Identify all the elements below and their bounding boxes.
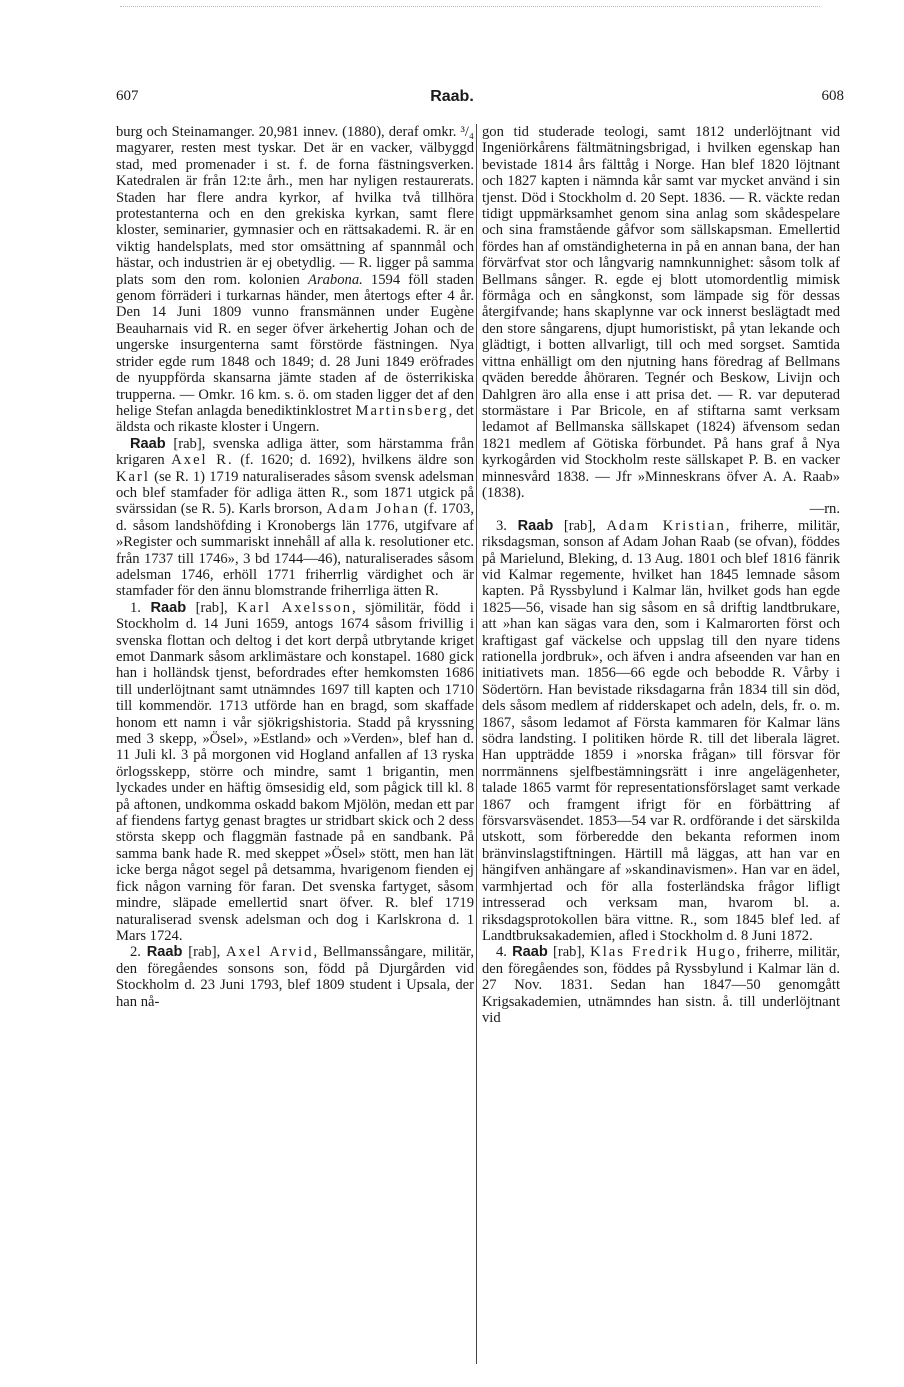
paragraph-entry-2: 2. Raab [rab], Axel Arvid, Bellmanssångare, militär, den föregåendes sonsons son, född på Djurgården vid Stockholm d. 23 Juni 1793, blef 1809 student i Upsala, der han nå- (116, 944, 474, 1010)
left-column (116, 124, 474, 1010)
right-column (482, 124, 840, 1026)
paragraph-entry-2-continued: gon tid studerade teologi, samt 1812 underlöjtnant vid Ingeniörkårens fältmätningsbrigad, i hvilken egenskap han bevistade 1814 års fälttåg i Norge. Han blef 1820 löjtnant och 1827 kapten i nämnda kår samt var mycket använd i sin tjenst. Död i Stockholm d. 20 Sept. 1836. — R. väckte redan tidigt uppmärksamhet genom sina anlag som skådespelare och sina framstående gåfvor som sällskapsman. Emellertid fördes han af omständigheterna in på en annan bana, der han förvärfvat stor och långvarig namnkunnighet: såsom tolk af Bellmans sånger. R. egde ej blott utomordentlig mimisk förmåga och en sångkonst, som lämpade sig för dessas återgifvande; hans skaplynne var ock innerst beslägtadt med den store sångarens, djupt humoristiskt, på ytan lekande och glädtigt, i botten allvarligt, till och med sorgset. Samtida vittna enhälligt om den njutning hans föredrag af Bellmans qväden beredde åhöraren. Tegnér och Beskow, Livijn och Dahlgren äro alla ense i att prisa det. — R. var deputerad stormästare i Par Bricole, en af stiftarna samt verksam ledamot af Bellmanska sällskapet (1824) äfvensom sedan 1821 medlem af Götiska förbundet. På hans graf å Nya kyrkogården vid Stockholm reste sällskapet P. B. en vacker minnesvård 1838. — Jfr »Minneskrans öfver A. A. Raab» (1838). —rn. (482, 124, 840, 518)
paragraph-raab-city: burg och Steinamanger. 20,981 innev. (1880), deraf omkr. ³/₄ magyarer, resten mest tyskar. Det är en vacker, välbyggd stad, med promenader i st. f. de forna fästningsverken. Katedralen är från 12:te årh., men har nyligen restaurerats. Staden har flere andra kyrkor, af hvilka två tillhöra protestanterna och en den grekiska kyrkan, samt flere kloster, seminarier, gymnasier och en rättsakademi. R. är en viktig handelsplats, med stor omsättning af spannmål och hästar, och industrien är ej obetydlig. — R. ligger på samma plats som den rom. kolonien Arabona. 1594 föll staden genom förräderi i turkarnas händer, men återtogs efter 4 år. Den 14 Juni 1809 vunno fransmännen under Eugène Beauharnais vid R. en seger öfver ärkehertig Johan och de ungerske insurgenterna samt förstörde fästningen. Nya strider egde rum 1848 och 1849; d. 28 Juni 1849 eröfrades de nyuppförda skansarna jämte staden af de österrikiska trupperna. — Omkr. 16 km. s. ö. om staden ligger det af den helige Stefan anlagda benediktinklostret Martinsberg, det äldsta och rikaste kloster i Ungern. (116, 124, 474, 436)
scan-artifact (120, 6, 820, 9)
paragraph-entry-3: 3. Raab [rab], Adam Kristian, friherre, militär, riksdagsman, sonson af Adam Johan Raab (se ofvan), föddes på Marielund, Bleking, d. 13 Aug. 1801 och blef 1816 fänrik vid Kalmar regemente, hvilket han 1845 lemnade såsom kapten. På Ryssbylund i Kalmar län, hvilket gods han egde 1825—56, visade han sig såsom en så driftig landtbrukare, att »han kan sägas vara den, som i Kalmarorten först och kraftigast gaf väckelse och uppslag till den nyare tidens rationella jordbruk», och äfven i andra afseenden var han en initiativets man. 1856—66 egde och bebodde R. Vårby i Södertörn. Han bevistade riksdagarna från 1834 till sin död, dels såsom medlem af ridderskapet och adeln, dels, fr. o. m. 1867, såsom ledamot af Första kammaren för Kalmar läns södra landsting. I politiken hörde R. till det liberala lägret. Han uppträdde 1859 i »norska frågan» till försvar för norrmännens sjelfbestämningsrätt i inre angelägenheter, talade 1865 varmt för representationsförslaget samt verkade 1867 och framgent ifrigt för en förbättring af försvarsväsendet. 1853—54 var R. ordförande i det särskilda utskott, som förberedde den bekanta reformen inom bränvinslagstiftningen. Härtill må läggas, att han var en hängifven anhängare af »skandinavismen». Han var en ädel, varmhjertad och för alla fosterländska frågor lifligt intresserad och verksam man, hvarom bl. a. riksdagsprotokollen bära vittne. R., som 1845 blef led. af Landtbruksakademien, afled i Stockholm d. 8 Juni 1872. (482, 517, 840, 944)
column-divider (476, 124, 477, 1364)
paragraph-entry-1: 1. Raab [rab], Karl Axelsson, sjömilitär, född i Stockholm d. 14 Juni 1659, antogs 1674 såsom frivillig i svenska flottan och deltog i det kort derpå utbrytande kriget emot Danmark såsom arklimästare och konstapel. 1680 gick han i holländsk tjenst, befordrades efter hemkomsten 1686 till underlöjtnant samt utnämndes 1697 till kapten och 1710 till kommendör. 1713 utförde han en bragd, som skaffade honom ett namn i vår sjökrigshistoria. Stadd på kryssning med 3 skepp, »Ösel», »Estland» och »Verden», blef han d. 11 Juli kl. 3 på morgonen vid Hogland anfallen af 13 ryska örlogsskepp, större och mindre, samt 1 brigantin, men lyckades under en häftig ömsesidig eld, som pågick till kl. 8 på aftonen, undkomma oskadd bakom Mjölön, medan ett par af fiendens fartyg genast bragtes ur stridbart skick och 2 dess största skepp och flaggmän fastnade på en sandbank. På samma bank hade R. med skeppet »Ösel» stött, men han lät icke berga något segel på detsamma, hvarigenom fienden ej fick någon varning för faran. Det svenska fartyget, såsom mindre, släpade emellertid snart öfver. R. blef 1719 naturaliserad svensk adelsman och dog i Karlskrona d. 1 Mars 1724. (116, 599, 474, 944)
page-title: Raab. (430, 88, 474, 105)
page-number-right: 608 (821, 88, 844, 104)
page-number-left: 607 (116, 88, 139, 104)
paragraph-raab-family: Raab [rab], svenska adliga ätter, som härstamma från krigaren Axel R. (f. 1620; d. 1692), hvilkens äldre son Karl (se R. 1) 1719 naturaliserades såsom svensk adelsman och blef stamfader för adliga ätten R., som 1871 utgick på svärssidan (se R. 5). Karls brorson, Adam Johan (f. 1703, d. såsom landshöfding i Kronobergs län 1776, utgifvare af »Register och summariskt innehåll af alla k. resolutioner etc. från 1737 till 1746», 3 bd 1744—46), naturaliserades såsom adelsman 1746, erhöll 1771 friherrlig värdighet och är stamfader för den ännu blomstrande friherrliga ätten R. (116, 435, 474, 600)
author-signature: —rn. (809, 501, 840, 518)
paragraph-entry-4: 4. Raab [rab], Klas Fredrik Hugo, friherre, militär, den föregåendes son, föddes på Ryssbylund i Kalmar län d. 27 Nov. 1831. Sedan han 1847—50 genomgått Krigsakademien, utnämndes han sistn. å. till underlöjtnant vid (482, 944, 840, 1026)
